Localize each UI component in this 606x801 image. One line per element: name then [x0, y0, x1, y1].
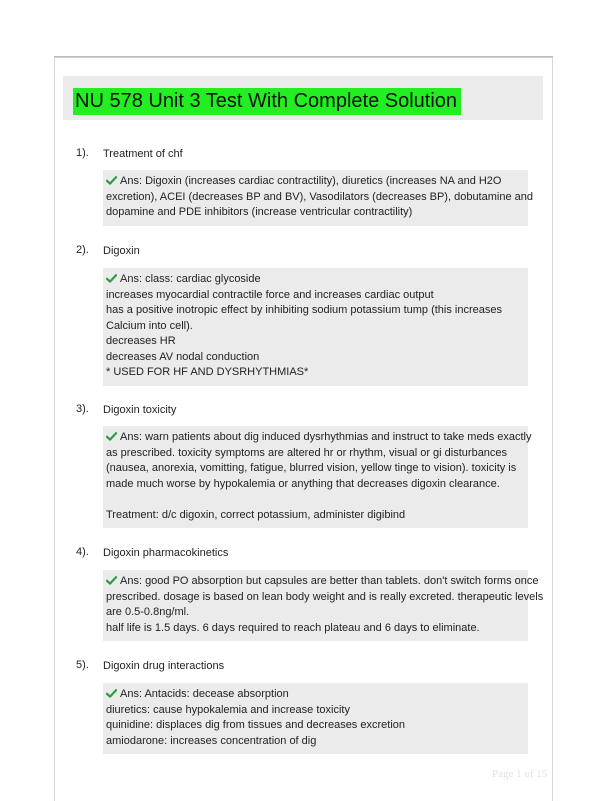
question-number: 2). [76, 244, 89, 256]
answer-line: has a positive inotropic effect by inhibiting sodium potassium tump (this increases [106, 304, 502, 316]
answer-line: Ans: good PO absorption but capsules are better than tablets. don't switch forms once [106, 574, 524, 590]
answer-box [103, 170, 533, 226]
answer-box [103, 570, 544, 641]
checkmark-icon [106, 689, 117, 698]
checkmark-icon [106, 176, 117, 185]
answer-box [103, 683, 528, 754]
answer-line [106, 492, 524, 508]
answer-box [103, 426, 532, 528]
answer-line: quinidine: displaces dig from tissues and decreases excretion [106, 719, 405, 731]
answer-line: as prescribed. toxicity symptoms are altered hr or rhythm, visual or gi disturbances [106, 446, 508, 459]
answer-line: (nausea, anorexia, vomitting, fatigue, blurred vision, yellow tinge to vision). toxicity is [106, 462, 517, 474]
question-text: Digoxin drug interactions [103, 660, 225, 672]
answer-line: Ans: class: cardiac glycoside [106, 272, 524, 288]
answer-line: Calcium into cell). [106, 319, 193, 332]
answer-line: diuretics: cause hypokalemia and increase toxicity [106, 703, 350, 716]
answer-line: increases myocardial contractile force and increases cardiac output [106, 288, 434, 301]
document-page [54, 57, 553, 801]
title-banner [63, 76, 543, 120]
question-number: 3). [76, 403, 89, 415]
answer-line: Treatment: d/c digoxin, correct potassium, administer digibind [106, 508, 406, 521]
answer-line: Ans: Digoxin (increases cardiac contractility), diuretics (increases NA and H2O [106, 174, 524, 190]
answer-line: excretion), ACEI (decreases BP and BV), Vasodilators (decreases BP), dobutamine and [106, 190, 533, 203]
page-number: Page 1 of 15 [492, 768, 548, 780]
answer-line: Ans: Antacids: decease absorption [106, 687, 524, 703]
question-text: Treatment of chf [103, 148, 183, 160]
answer-line: Ans: warn patients about dig induced dysrhythmias and instruct to take meds exactly [106, 430, 524, 446]
question-number: 1). [76, 147, 89, 159]
document-title: NU 578 Unit 3 Test With Complete Solution [73, 88, 461, 115]
checkmark-icon [106, 432, 117, 441]
answer-line: half life is 1.5 days. 6 days required to reach plateau and 6 days to eliminate. [106, 621, 480, 634]
question-number: 4). [76, 546, 89, 558]
question-text: Digoxin pharmacokinetics [103, 547, 229, 559]
checkmark-icon [106, 274, 117, 283]
answer-line: decreases AV nodal conduction [106, 350, 260, 363]
question-text: Digoxin toxicity [103, 404, 177, 416]
answer-box [103, 268, 528, 386]
answer-line: dopamine and PDE inhibitors (increase ventricular contractility) [106, 206, 413, 218]
answer-line: prescribed. dosage is based on lean body weight and is really excreted. therapeutic levels [106, 590, 544, 603]
question-text: Digoxin [103, 245, 140, 257]
answer-line: * USED FOR HF AND DYSRHYTHMIAS* [106, 366, 309, 378]
answer-line: are 0.5-0.8ng/ml. [106, 606, 190, 618]
answer-line: made much worse by hypokalemia or anything that decreases digoxin clearance. [106, 477, 500, 490]
answer-line: amiodarone: increases concentration of dig [106, 734, 317, 747]
checkmark-icon [106, 576, 117, 585]
question-number: 5). [76, 659, 89, 671]
answer-line: decreases HR [106, 335, 176, 347]
